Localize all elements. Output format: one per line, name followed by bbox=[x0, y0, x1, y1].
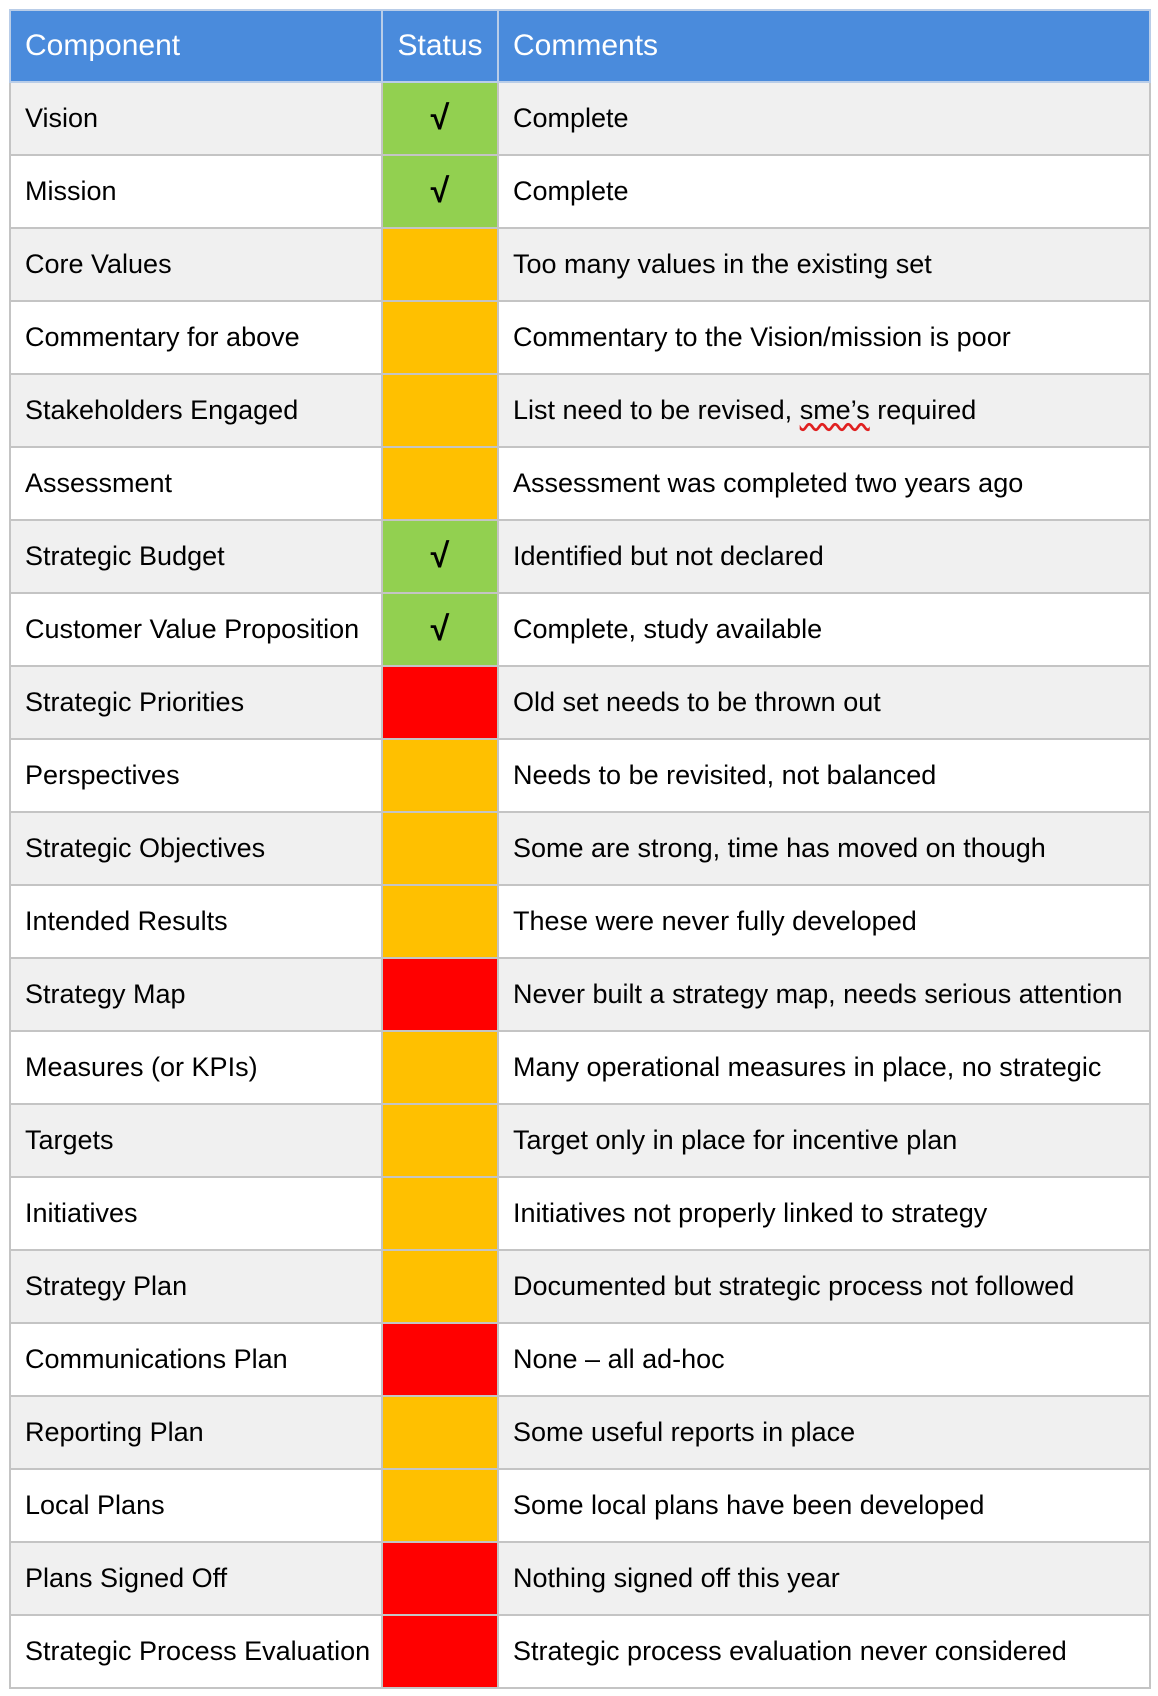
comment-text: Commentary to the Vision/mission is poor bbox=[513, 322, 1011, 352]
comment-text: These were never fully developed bbox=[513, 906, 917, 936]
table-row bbox=[10, 82, 1150, 155]
status-indicator-amber bbox=[382, 228, 498, 301]
comment-text: Complete bbox=[513, 103, 629, 133]
strategy-status-table bbox=[9, 9, 1151, 1689]
comment-cell bbox=[498, 374, 1150, 447]
status-indicator-amber bbox=[382, 301, 498, 374]
comment-text: Old set needs to be thrown out bbox=[513, 687, 881, 717]
component-cell: Local Plans bbox=[10, 1469, 382, 1542]
status-indicator-red bbox=[382, 666, 498, 739]
status-indicator-green bbox=[382, 82, 498, 155]
table-body bbox=[10, 82, 1150, 1688]
table-row bbox=[10, 1542, 1150, 1615]
status-column-header: Status bbox=[382, 10, 498, 82]
comment-text: Identified but not declared bbox=[513, 541, 824, 571]
table-row bbox=[10, 958, 1150, 1031]
status-indicator-red bbox=[382, 1542, 498, 1615]
table-row bbox=[10, 593, 1150, 666]
comments-column-header: Comments bbox=[498, 10, 1150, 82]
checkmark-icon: √ bbox=[430, 172, 450, 210]
comment-cell bbox=[498, 1615, 1150, 1688]
component-cell: Commentary for above bbox=[10, 301, 382, 374]
comment-cell bbox=[498, 82, 1150, 155]
table-row bbox=[10, 1031, 1150, 1104]
table-row bbox=[10, 885, 1150, 958]
comment-text: Some useful reports in place bbox=[513, 1417, 856, 1447]
comment-text: Some local plans have been developed bbox=[513, 1490, 985, 1520]
component-cell: Customer Value Proposition bbox=[10, 593, 382, 666]
comment-cell bbox=[498, 1323, 1150, 1396]
checkmark-icon: √ bbox=[430, 99, 450, 137]
comment-text: Too many values in the existing set bbox=[513, 249, 932, 279]
status-indicator-amber bbox=[382, 1031, 498, 1104]
table-row bbox=[10, 1250, 1150, 1323]
component-cell: Targets bbox=[10, 1104, 382, 1177]
status-indicator-amber bbox=[382, 447, 498, 520]
status-indicator-green bbox=[382, 520, 498, 593]
table-row bbox=[10, 374, 1150, 447]
checkmark-icon: √ bbox=[430, 610, 450, 648]
comment-text: Complete, study available bbox=[513, 614, 823, 644]
header-row bbox=[10, 10, 1150, 82]
comment-text: Documented but strategic process not followed bbox=[513, 1271, 1075, 1301]
status-indicator-amber bbox=[382, 739, 498, 812]
comment-text: None – all ad-hoc bbox=[513, 1344, 725, 1374]
comment-text: Needs to be revisited, not balanced bbox=[513, 760, 937, 790]
component-cell: Strategy Map bbox=[10, 958, 382, 1031]
comment-cell bbox=[498, 447, 1150, 520]
status-indicator-green bbox=[382, 593, 498, 666]
comment-cell bbox=[498, 1031, 1150, 1104]
comment-text: Nothing signed off this year bbox=[513, 1563, 840, 1593]
comment-text: Assessment was completed two years ago bbox=[513, 468, 1024, 498]
status-indicator-green bbox=[382, 155, 498, 228]
comment-text: List need to be revised, bbox=[513, 395, 800, 425]
comment-text: Some are strong, time has moved on though bbox=[513, 833, 1046, 863]
comment-text: Never built a strategy map, needs serious attention bbox=[513, 979, 1123, 1009]
table-row bbox=[10, 1469, 1150, 1542]
status-indicator-amber bbox=[382, 1177, 498, 1250]
component-cell: Communications Plan bbox=[10, 1323, 382, 1396]
status-indicator-amber bbox=[382, 1250, 498, 1323]
comment-cell bbox=[498, 520, 1150, 593]
component-cell: Perspectives bbox=[10, 739, 382, 812]
component-cell: Measures (or KPIs) bbox=[10, 1031, 382, 1104]
comment-cell bbox=[498, 666, 1150, 739]
status-indicator-red bbox=[382, 958, 498, 1031]
component-cell: Core Values bbox=[10, 228, 382, 301]
status-indicator-amber bbox=[382, 374, 498, 447]
component-cell: Intended Results bbox=[10, 885, 382, 958]
comment-cell bbox=[498, 1104, 1150, 1177]
status-indicator-amber bbox=[382, 1469, 498, 1542]
comment-cell bbox=[498, 739, 1150, 812]
table-row bbox=[10, 301, 1150, 374]
comment-cell bbox=[498, 1177, 1150, 1250]
spellcheck-flagged-word: sme’s bbox=[799, 395, 870, 425]
table-row bbox=[10, 447, 1150, 520]
comment-text: Strategic process evaluation never considered bbox=[513, 1636, 1067, 1666]
comment-cell bbox=[498, 155, 1150, 228]
checkmark-icon: √ bbox=[430, 537, 450, 575]
comment-cell bbox=[498, 1396, 1150, 1469]
component-cell: Stakeholders Engaged bbox=[10, 374, 382, 447]
table-row bbox=[10, 812, 1150, 885]
table-row bbox=[10, 1323, 1150, 1396]
comment-cell bbox=[498, 958, 1150, 1031]
component-cell: Strategic Priorities bbox=[10, 666, 382, 739]
comment-cell bbox=[498, 228, 1150, 301]
comment-text: Initiatives not properly linked to strategy bbox=[513, 1198, 988, 1228]
table-row bbox=[10, 520, 1150, 593]
table-row bbox=[10, 1177, 1150, 1250]
comment-cell bbox=[498, 593, 1150, 666]
table-row bbox=[10, 739, 1150, 812]
table-row bbox=[10, 1396, 1150, 1469]
comment-text: Complete bbox=[513, 176, 629, 206]
status-table-container bbox=[9, 9, 1149, 1689]
component-cell: Reporting Plan bbox=[10, 1396, 382, 1469]
status-indicator-red bbox=[382, 1323, 498, 1396]
component-cell: Strategic Objectives bbox=[10, 812, 382, 885]
table-row bbox=[10, 1104, 1150, 1177]
comment-cell bbox=[498, 1542, 1150, 1615]
table-row bbox=[10, 228, 1150, 301]
status-indicator-amber bbox=[382, 1104, 498, 1177]
component-column-header: Component bbox=[10, 10, 382, 82]
status-indicator-amber bbox=[382, 812, 498, 885]
table-row bbox=[10, 666, 1150, 739]
status-indicator-red bbox=[382, 1615, 498, 1688]
component-cell: Initiatives bbox=[10, 1177, 382, 1250]
comment-text: Many operational measures in place, no strategic bbox=[513, 1052, 1102, 1082]
component-cell: Vision bbox=[10, 82, 382, 155]
status-indicator-amber bbox=[382, 1396, 498, 1469]
component-cell: Assessment bbox=[10, 447, 382, 520]
comment-cell bbox=[498, 301, 1150, 374]
component-cell: Mission bbox=[10, 155, 382, 228]
component-cell: Plans Signed Off bbox=[10, 1542, 382, 1615]
comment-cell bbox=[498, 1250, 1150, 1323]
comment-cell bbox=[498, 1469, 1150, 1542]
comment-text: Target only in place for incentive plan bbox=[513, 1125, 958, 1155]
comment-text-tail: required bbox=[869, 395, 977, 425]
component-cell: Strategic Budget bbox=[10, 520, 382, 593]
component-cell: Strategic Process Evaluation bbox=[10, 1615, 382, 1688]
status-indicator-amber bbox=[382, 885, 498, 958]
table-row bbox=[10, 1615, 1150, 1688]
comment-cell bbox=[498, 812, 1150, 885]
component-cell: Strategy Plan bbox=[10, 1250, 382, 1323]
comment-cell bbox=[498, 885, 1150, 958]
table-row bbox=[10, 155, 1150, 228]
